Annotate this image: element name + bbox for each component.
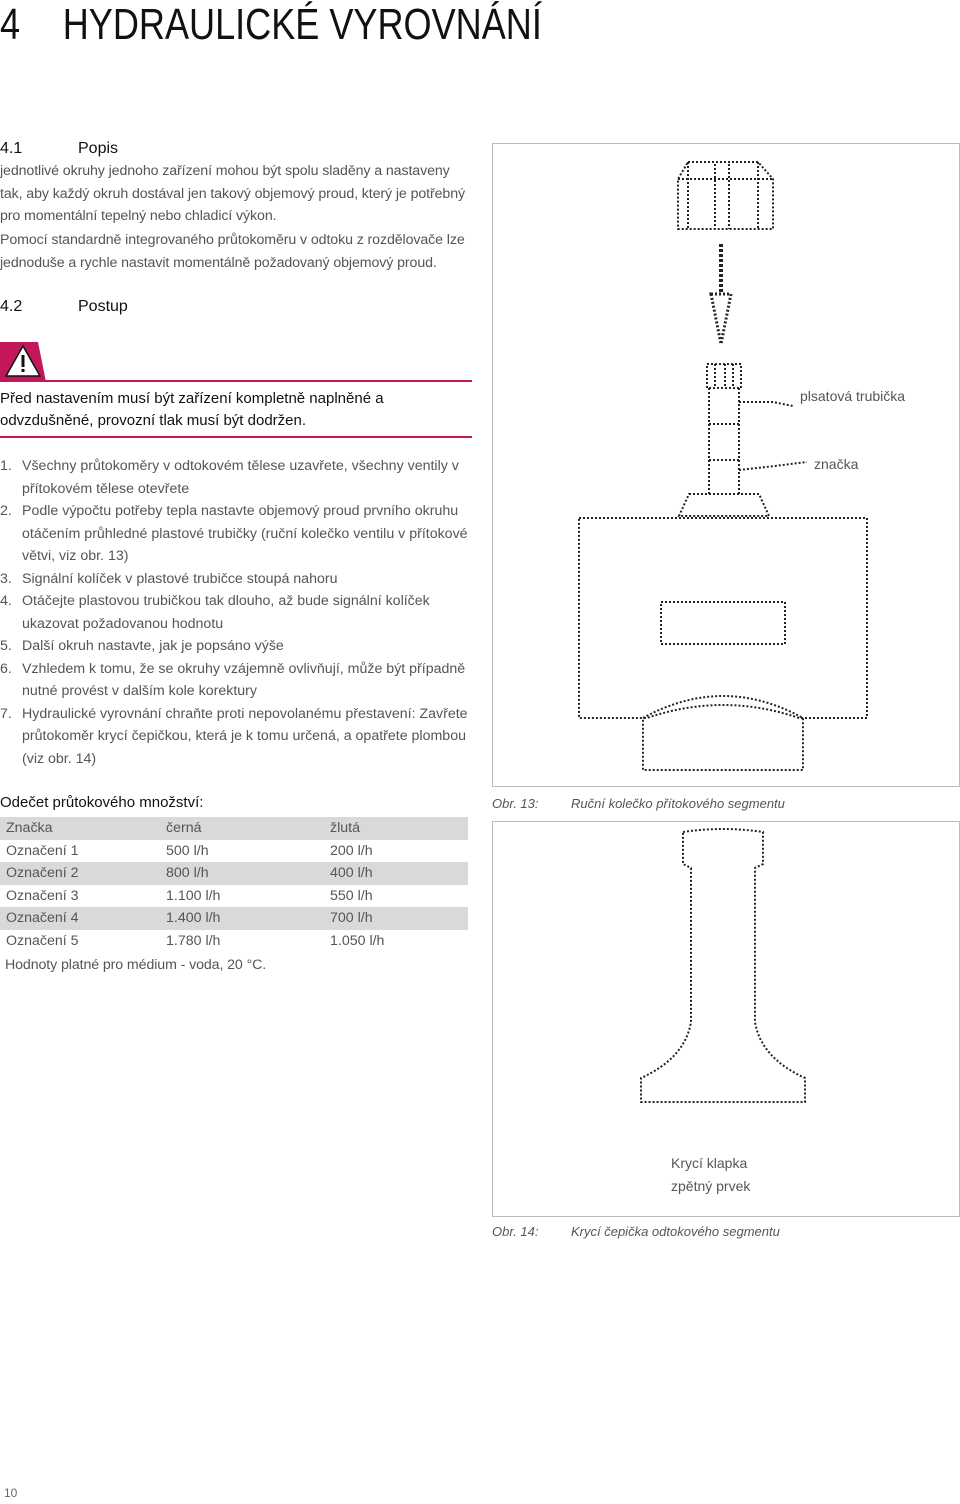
table-row: Označení 1 500 l/h 200 l/h <box>6 842 373 859</box>
flow-meter-drawing <box>493 144 959 786</box>
warning-text: Před nastavením musí být zařízení kompletně naplněné a odvzdušněné, provozní tlak musí být dodržen. <box>0 390 384 429</box>
list-item: 4. Otáčejte plastovou trubičkou tak dlouho, až bude signální kolíček ukazovat požadovanou hodnotu <box>0 593 430 632</box>
flow-table-title: Odečet průtokového množství: <box>0 794 204 811</box>
figure-13-caption-text: Ruční kolečko přítokového segmentu <box>571 796 785 811</box>
section-title: Postup <box>78 298 128 315</box>
section-4-1-paragraph-1: jednotlivé okruhy jednoho zařízení mohou být spolu sladěny a nastaveny tak, aby každý okruh dostával jen takový objemový proud, který je potřebný pro momentální tepelný nebo chladicí výkon. <box>0 163 465 224</box>
list-item: 5. Další okruh nastavte, jak je popsáno výše <box>0 638 284 654</box>
section-number: 4.2 <box>0 298 23 315</box>
table-row: Označení 4 1.400 l/h 700 l/h <box>0 907 468 930</box>
table-row: Označení 5 1.780 l/h 1.050 l/h <box>6 932 385 949</box>
chapter-number: 4 <box>0 0 21 49</box>
warning-bottom-rule <box>0 436 472 438</box>
figure-14-caption-text: Krycí čepička odtokového segmentu <box>571 1224 780 1239</box>
table-row: Označení 3 1.100 l/h 550 l/h <box>6 887 373 904</box>
label-check-element: zpětný prvek <box>671 1178 751 1194</box>
list-item: 6. Vzhledem k tomu, že se okruhy vzájemně ovlivňují, může být případně nutné provést v dalším kole korektury <box>0 660 466 699</box>
list-item: 3. Signální kolíček v plastové trubičce stoupá nahoru <box>0 570 338 587</box>
label-mark: značka <box>814 456 859 472</box>
page-number: 10 <box>4 1486 18 1500</box>
list-item: 2. Podle výpočtu potřeby tepla nastavte objemový proud prvního okruhu otáčením průhledné plastové trubičky (ruční kolečko ventilu v přítokové větvi, viz obr. 13) <box>0 503 468 564</box>
chapter-title: HYDRAULICKÉ VYROVNÁNÍ <box>62 0 542 49</box>
label-cover-flap: Krycí klapka <box>671 1155 748 1171</box>
label-plastic-tube: plsatová trubička <box>800 388 906 404</box>
warning-top-rule <box>0 380 472 382</box>
list-item: 7. Hydraulické vyrovnání chraňte proti nepovolanému přestavení: Zavřete průtokoměr krycí čepičkou, která je k tomu určená, a opatřete plombou (viz obr. 14) <box>0 705 468 767</box>
section-4-2-heading <box>0 298 128 316</box>
flow-table-note: Hodnoty platné pro médium - voda, 20 °C. <box>5 957 267 973</box>
table-row: Označení 2 800 l/h 400 l/h <box>0 862 468 885</box>
warning-triangle-icon <box>0 340 46 387</box>
section-4-1-heading <box>0 140 118 158</box>
section-number: 4.1 <box>0 140 23 157</box>
chapter-heading <box>0 0 542 50</box>
figure-14-caption-number: Obr. 14: <box>492 1224 539 1239</box>
section-4-1-paragraph-2: Pomocí standardně integrovaného průtokoměru v odtoku z rozdělovače lze jednoduše a rychle nastavit momentálně požadovaný objemový proud. <box>0 232 465 271</box>
figure-13-caption-number: Obr. 13: <box>492 796 539 811</box>
steps-list <box>0 455 470 770</box>
table-header-row: Značka černá žlutá <box>0 817 468 840</box>
flow-table <box>0 817 468 952</box>
list-item: 1. Všechny průtokoměry v odtokovém tělese uzavřete, všechny ventily v přítokovém tělese otevřete <box>0 458 459 497</box>
figure-13 <box>492 143 960 787</box>
section-title: Popis <box>78 140 119 157</box>
warning-block <box>0 340 472 440</box>
